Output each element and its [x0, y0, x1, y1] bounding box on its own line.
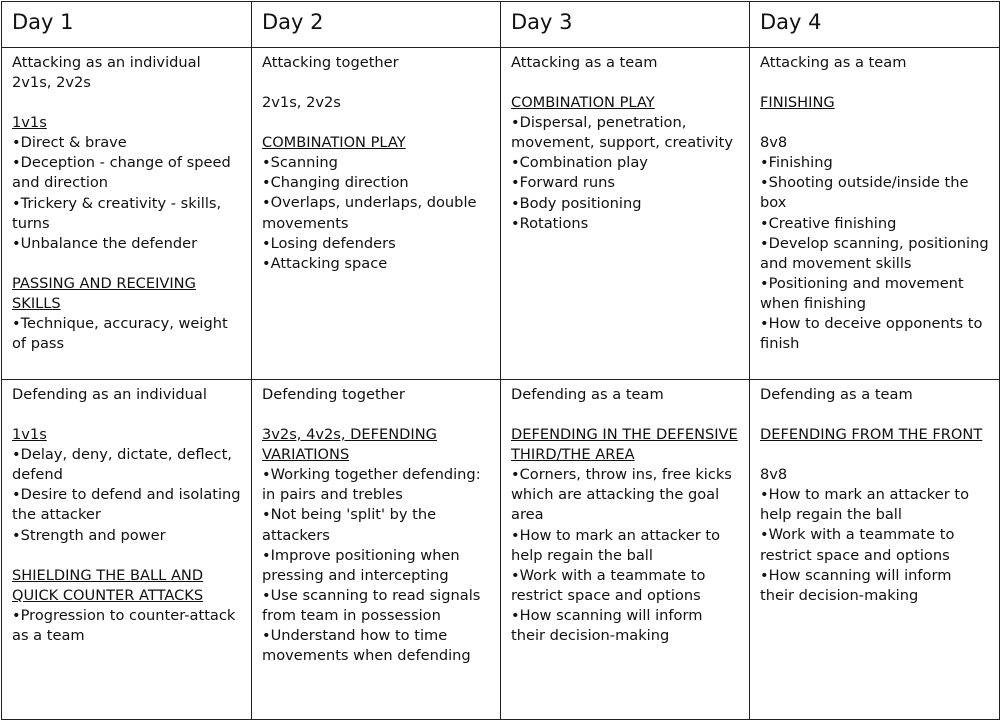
- bullet-item: •Forward runs: [511, 174, 616, 192]
- topic-heading: PASSING AND RECEIVING SKILLS: [12, 274, 196, 312]
- topic-heading: SHIELDING THE BALL AND QUICK COUNTER ATTACKS: [12, 566, 204, 604]
- session-theme: Defending as an individual: [12, 386, 207, 403]
- attacking-cell-day-2: [252, 48, 501, 380]
- bullet-item: •Develop scanning, positioning and movement skills: [760, 234, 989, 272]
- topic-heading: DEFENDING IN THE DEFENSIVE THIRD/THE AREA: [511, 426, 738, 464]
- bullet-item: •Shooting outside/inside the box: [760, 174, 969, 212]
- attacking-cell-day-4: [750, 48, 1000, 380]
- session-format: 2v1s, 2v2s: [262, 94, 341, 112]
- bullet-item: •Work with a teammate to restrict space and options: [760, 526, 955, 564]
- topic-heading: DEFENDING FROM THE FRONT: [760, 426, 983, 444]
- bullet-item: •Direct & brave: [12, 134, 127, 152]
- bullet-item: •Creative finishing: [760, 214, 897, 232]
- bullet-item: •Overlaps, underlaps, double movements: [262, 194, 477, 232]
- topic-heading: 1v1s: [12, 114, 47, 132]
- bullet-item: •Corners, throw ins, free kicks which are attacking the goal area: [511, 466, 732, 524]
- topic-heading: FINISHING: [760, 94, 835, 112]
- session-theme: Attacking together: [262, 54, 399, 71]
- defending-cell-day-1: [2, 380, 252, 720]
- topic-heading: 3v2s, 4v2s, DEFENDING VARIATIONS: [262, 426, 437, 464]
- bullet-item: •Understand how to time movements when defending: [262, 627, 471, 665]
- day-header: Day 1: [2, 2, 252, 48]
- attacking-cell-day-3: [501, 48, 750, 380]
- bullet-item: •Technique, accuracy, weight of pass: [12, 315, 228, 353]
- topic-heading: COMBINATION PLAY: [511, 94, 655, 112]
- attacking-row: [2, 48, 1000, 380]
- bullet-item: •Delay, deny, dictate, deflect, defend: [12, 446, 232, 484]
- session-format: 2v1s, 2v2s: [12, 74, 91, 92]
- training-schedule-table: [1, 1, 1000, 720]
- bullet-item: •Combination play: [511, 154, 648, 172]
- defending-cell-day-2: [252, 380, 501, 720]
- defending-cell-day-3: [501, 380, 750, 720]
- defending-row: [2, 380, 1000, 720]
- session-theme: Defending together: [262, 386, 405, 403]
- session-format: 8v8: [760, 134, 788, 152]
- bullet-item: •Improve positioning when pressing and intercepting: [262, 546, 460, 584]
- session-theme: Defending as a team: [760, 386, 913, 403]
- header-row: [2, 2, 1000, 48]
- bullet-item: •Positioning and movement when finishing: [760, 274, 964, 312]
- bullet-item: •Deception - change of speed and direction: [12, 154, 231, 192]
- bullet-item: •Body positioning: [511, 194, 642, 212]
- bullet-item: •Working together defending: in pairs and trebles: [262, 466, 481, 504]
- session-theme: Attacking as an individual: [12, 54, 201, 71]
- bullet-item: •Unbalance the defender: [12, 234, 198, 252]
- bullet-item: •Trickery & creativity - skills, turns: [12, 194, 222, 232]
- bullet-item: •Rotations: [511, 214, 589, 232]
- bullet-item: •Work with a teammate to restrict space and options: [511, 566, 706, 604]
- bullet-item: •Desire to defend and isolating the attacker: [12, 486, 241, 524]
- session-theme: Defending as a team: [511, 386, 664, 403]
- bullet-item: •Finishing: [760, 154, 833, 172]
- bullet-item: •Not being 'split' by the attackers: [262, 506, 437, 544]
- bullet-item: •How to mark an attacker to help regain the ball: [760, 486, 970, 524]
- bullet-item: •How to deceive opponents to finish: [760, 315, 983, 353]
- bullet-item: •Changing direction: [262, 174, 409, 192]
- bullet-item: •How scanning will inform their decision-making: [511, 606, 703, 645]
- bullet-item: •Losing defenders: [262, 234, 396, 252]
- bullet-item: •How scanning will inform their decision-making: [760, 566, 952, 604]
- bullet-item: •Scanning: [262, 154, 338, 172]
- session-theme: Attacking as a team: [760, 54, 907, 71]
- topic-heading: 1v1s: [12, 426, 47, 444]
- bullet-item: •Dispersal, penetration, movement, support, creativity: [511, 114, 733, 152]
- bullet-item: •Use scanning to read signals from team in possession: [262, 586, 481, 624]
- day-header: Day 4: [750, 2, 1000, 48]
- bullet-item: •Attacking space: [262, 254, 388, 272]
- bullet-item: •Strength and power: [12, 526, 166, 544]
- bullet-item: •Progression to counter-attack as a team: [12, 606, 236, 644]
- bullet-item: •How to mark an attacker to help regain the ball: [511, 526, 721, 564]
- defending-cell-day-4: [750, 380, 1000, 720]
- session-theme: Attacking as a team: [511, 54, 658, 71]
- day-header: Day 2: [252, 2, 501, 48]
- session-format: 8v8: [760, 466, 788, 484]
- topic-heading: COMBINATION PLAY: [262, 134, 406, 152]
- day-header: Day 3: [501, 2, 750, 48]
- attacking-cell-day-1: [2, 48, 252, 380]
